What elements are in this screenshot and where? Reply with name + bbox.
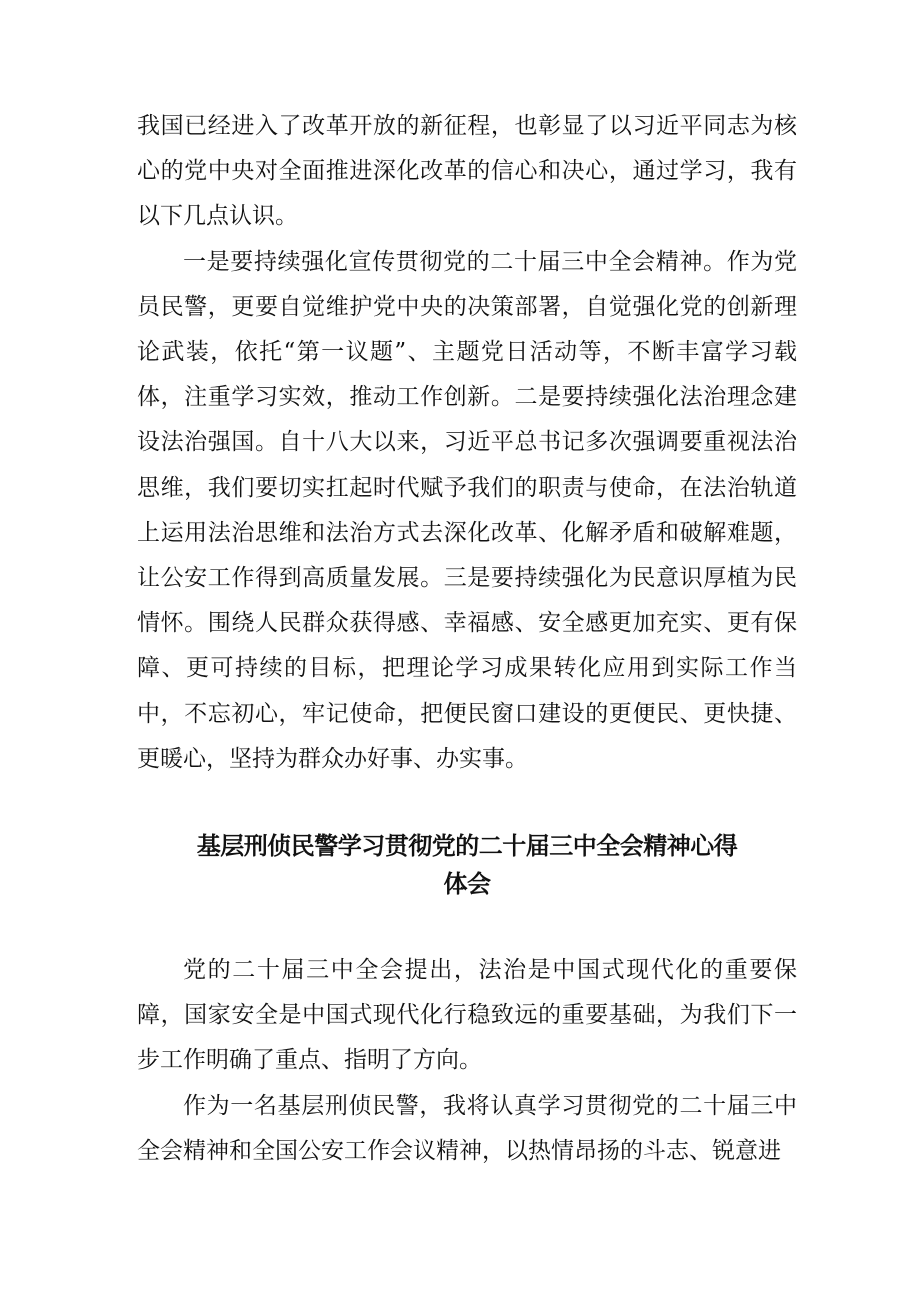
document-body [137,104,797,1174]
paragraph-key-points: 一是要持续强化宣传贯彻党的二十届三中全会精神。作为党员民警，更要自觉维护党中央的决策部署，自觉强化党的创新理论武装，依托“第一议题”、主题党日活动等，不断丰富学习载体，注重学习实效，推动工作创新。二是要持续强化法治理念建设法治强国。自十八大以来，习近平总书记多次强调要重视法治思维，我们要切实扛起时代赋予我们的职责与使命，在法治轨道上运用法治思维和法治方式去深化改革、化解矛盾和破解难题，让公安工作得到高质量发展。三是要持续强化为民意识厚植为民情怀。围绕人民群众获得感、幸福感、安全感更加充实、更有保障、更可持续的目标，把理论学习成果转化应用到实际工作当中，不忘初心，牢记使命，把便民窗口建设的更便民、更快捷、更暖心，坚持为群众办好事、办实事。 [137,248,797,772]
article-title [137,827,797,903]
paragraph-plenum-summary: 党的二十届三中全会提出，法治是中国式现代化的重要保障，国家安全是中国式现代化行稳致远的重要基础，为我们下一步工作明确了重点、指明了方向。 [137,957,797,1074]
article-title-line-1: 基层刑侦民警学习贯彻党的二十届三中全会精神心得 [196,832,738,861]
paragraph-intro: 我国已经进入了改革开放的新征程，也彰显了以习近平同志为核心的党中央对全面推进深化改革的信心和决心，通过学习，我有以下几点认识。 [137,113,797,230]
paragraph-personal-commitment: 作为一名基层刑侦民警，我将认真学习贯彻党的二十届三中全会精神和全国公安工作会议精神，以热情昂扬的斗志、锐意进 [137,1092,797,1164]
article-title-line-2: 体会 [443,870,491,899]
